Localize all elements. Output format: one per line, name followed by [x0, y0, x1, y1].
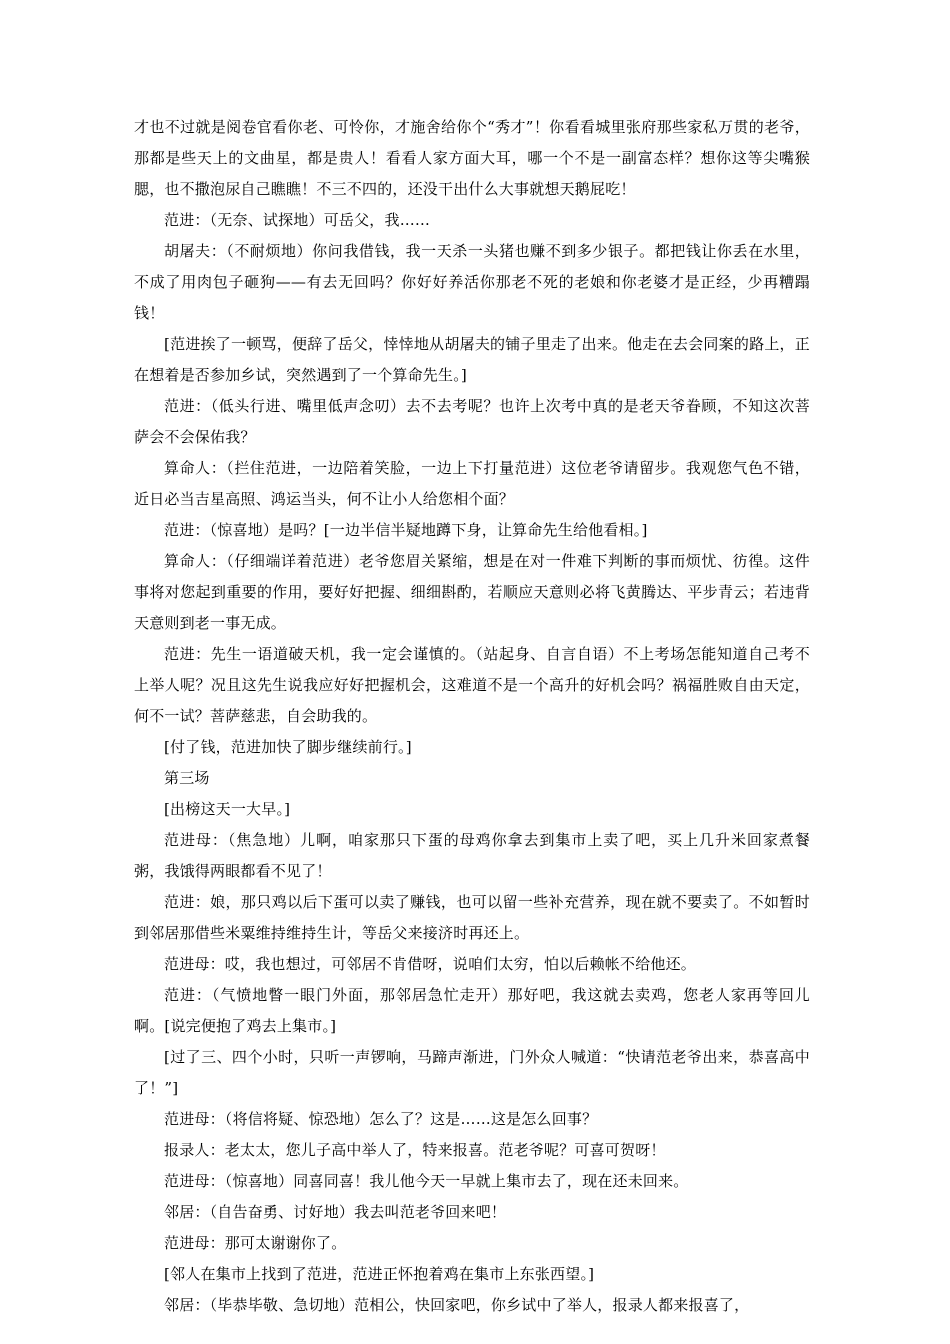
paragraph: 算命人：（拦住范进，一边陪着笑脸，一边上下打量范进）这位老爷请留步。我观您气色不错，近日必当吉星高照、鸿运当头，何不让小人给您相个面？ [134, 459, 810, 508]
paragraph: 范进母：（焦急地）儿啊，咱家那只下蛋的母鸡你拿去到集市上卖了吧，买上几升米回家煮餐粥，我饿得两眼都看不见了！ [134, 831, 810, 880]
paragraph: 范进：（惊喜地）是吗？[一边半信半疑地蹲下身，让算命先生给他看相。] [164, 521, 648, 539]
paragraph: 范进母：（惊喜地）同喜同喜！我儿他今天一早就上集市去了，现在还未回来。 [164, 1172, 689, 1190]
paragraph: 胡屠夫：（不耐烦地）你问我借钱，我一天杀一头猪也赚不到多少银子。都把钱让你丢在水里，不成了用肉包子砸狗——有去无回吗？你好好养活你那老不死的老娘和你老婆才是正经，少再糟蹋钱！ [134, 242, 810, 322]
paragraph: 范进：（无奈、试探地）可岳父，我…… [164, 211, 431, 229]
stage-direction: [范进挨了一顿骂，便辞了岳父，悻悻地从胡屠夫的铺子里走了出来。他走在去会同案的路上，正在想着是否参加乡试，突然遇到了一个算命先生。] [134, 335, 810, 384]
paragraph: 邻居：（自告奋勇、讨好地）我去叫范老爷回来吧！ [164, 1203, 507, 1221]
paragraph: 算命人：（仔细端详着范进）老爷您眉关紧缩，想是在对一件难下判断的事而烦忧、彷徨。这件事将对您起到重要的作用，要好好把握、细细斟酌，若顺应天意则必将飞黄腾达、平步青云；若违背天意则到老一事无成。 [134, 552, 810, 632]
paragraph: 范进母：那可太谢谢你了。 [164, 1234, 347, 1252]
stage-direction: [邻人在集市上找到了范进，范进正怀抱着鸡在集市上东张西望。] [164, 1265, 595, 1283]
paragraph: 才也不过就是阅卷官看你老、可怜你，才施舍给你个“秀才”！你看看城里张府那些家私万贯的老爷，那都是些天上的文曲星，都是贵人！看看人家方面大耳，哪一个不是一副富态样？想你这等尖嘴猴腮，也不撒泡尿自己瞧瞧！不三不四的，还没干出什么大事就想天鹅屁吃！ [134, 118, 810, 198]
scene-heading: 第三场 [164, 769, 210, 787]
stage-direction: [付了钱，范进加快了脚步继续前行。] [164, 738, 412, 756]
stage-direction: [出榜这天一大早。] [164, 800, 291, 818]
paragraph: 范进：（气愤地瞥一眼门外面，那邻居急忙走开）那好吧，我这就去卖鸡，您老人家再等回儿啊。[说完便抱了鸡去上集市。] [134, 986, 810, 1035]
paragraph: 范进母：哎，我也想过，可邻居不肯借呀，说咱们太穷，怕以后赖帐不给他还。 [164, 955, 697, 973]
paragraph: 范进：先生一语道破天机，我一定会谨慎的。（站起身、自言自语）不上考场怎能知道自己考不上举人呢？况且这先生说我应好好把握机会，这难道不是一个高升的好机会吗？祸福胜败自由天定，何不一试？菩萨慈悲，自会助我的。 [134, 645, 810, 725]
paragraph: 范进母：（将信将疑、惊恐地）怎么了？这是……这是怎么回事？ [164, 1110, 598, 1128]
paragraph: 报录人：老太太，您儿子高中举人了，特来报喜。范老爷呢？可喜可贺呀！ [164, 1141, 666, 1159]
paragraph: 邻居：（毕恭毕敬、急切地）范相公，快回家吧，你乡试中了举人，报录人都来报喜了， [164, 1296, 750, 1314]
stage-direction: [过了三、四个小时，只听一声锣响，马蹄声渐进，门外众人喊道：“快请范老爷出来，恭喜高中了！”] [134, 1048, 810, 1097]
paragraph: 范进：（低头行进、嘴里低声念叨）去不去考呢？也许上次考中真的是老天爷眷顾，不知这次菩萨会不会保佑我？ [134, 397, 810, 446]
script-text [134, 112, 810, 1321]
paragraph: 范进：娘，那只鸡以后下蛋可以卖了赚钱，也可以留一些补充营养，现在就不要卖了。不如暂时到邻居那借些米粟维持维持生计，等岳父来接济时再还上。 [134, 893, 810, 942]
